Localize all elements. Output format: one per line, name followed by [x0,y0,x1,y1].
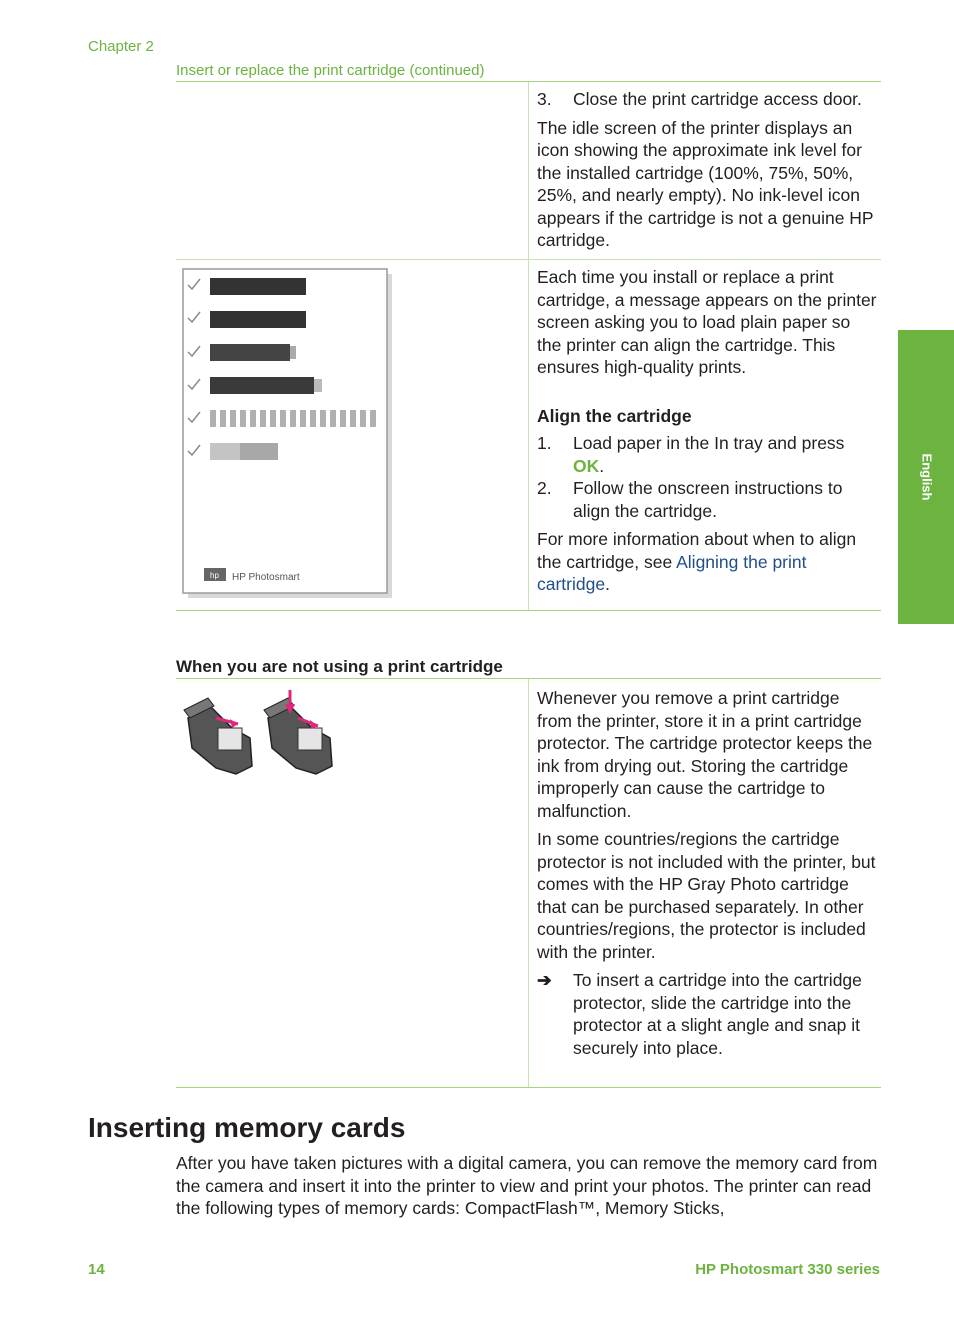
protector-paragraph-1: Whenever you remove a print cartridge from the printer, store it in a print cartridge protector. The cartridge protector keeps the ink from drying out. Storing the cartridge improperly can cause the cartridge to malfunction. [537,688,873,821]
aligning-print-cartridge-link[interactable]: Aligning the print cartridge [537,551,807,594]
table2-column-divider [528,679,529,1087]
step-number: 1. [537,433,552,453]
step-text: Load paper in the In tray and press OK. [573,433,845,476]
side-tab-label: English [919,453,935,501]
section-body: After you have taken pictures with a digital camera, you can remove the memory card from the camera and insert it into the printer to view and print your photos. The printer can read the following types of memory cards: CompactFlash™, Memory Sticks, [176,1153,878,1218]
cartridge-protector-illustration [180,688,340,780]
ok-button-reference: OK [573,455,600,476]
table-column-divider [528,82,529,610]
chapter-label: Chapter 2 [88,38,154,55]
table2-bottom-rule [176,1087,881,1088]
subheading: When you are not using a print cartridge [176,657,503,676]
step-number: 2. [537,478,552,498]
table-caption: Insert or replace the print cartridge (continued) [176,62,485,79]
alignment-page-illustration [182,268,394,600]
step-number: 3. [537,89,552,109]
step-text: Follow the onscreen instructions to align the cartridge. [573,478,843,521]
step-text: Close the print cartridge access door. [573,89,862,109]
align-heading: Align the cartridge [537,405,692,426]
more-info-paragraph: For more information about when to align the cartridge, see Aligning the print cartridge. [537,529,857,594]
table-row-rule [176,259,881,260]
footer-product-name: HP Photosmart 330 series [695,1261,880,1278]
alignment-page-brand: HP Photosmart [232,572,300,583]
align-intro-paragraph: Each time you install or replace a print cartridge, a message appears on the printer screen asking you to load plain paper so the printer can align the cartridge. This ensures high-quality prints. [537,267,877,377]
protector-paragraph-2: In some countries/regions the cartridge protector is not included with the printer, but comes with the HP Gray Photo cartridge that can be purchased separately. In other countries/regions, the protector is included with the printer. [537,829,876,962]
arrow-icon: ➔ [537,970,552,990]
table2-text [537,687,877,1059]
svg-text:hp: hp [210,571,219,580]
ink-level-paragraph: The idle screen of the printer displays an icon showing the approximate ink level for the installed cartridge (100%, 75%, 50%, 25%, and nearly empty). No ink-level icon appears if the cartridge is not a genuine HP cartridge. [537,117,874,250]
language-side-tab [898,330,954,624]
table1-row2-text [537,266,877,602]
table1-row1-text [537,88,877,258]
tip-text: To insert a cartridge into the cartridge protector, slide the cartridge into the protector at a slight angle and snap it securely into place. [573,970,862,1058]
page-number: 14 [88,1261,105,1278]
table-bottom-rule [176,610,881,611]
section-title: Inserting memory cards [88,1112,406,1143]
